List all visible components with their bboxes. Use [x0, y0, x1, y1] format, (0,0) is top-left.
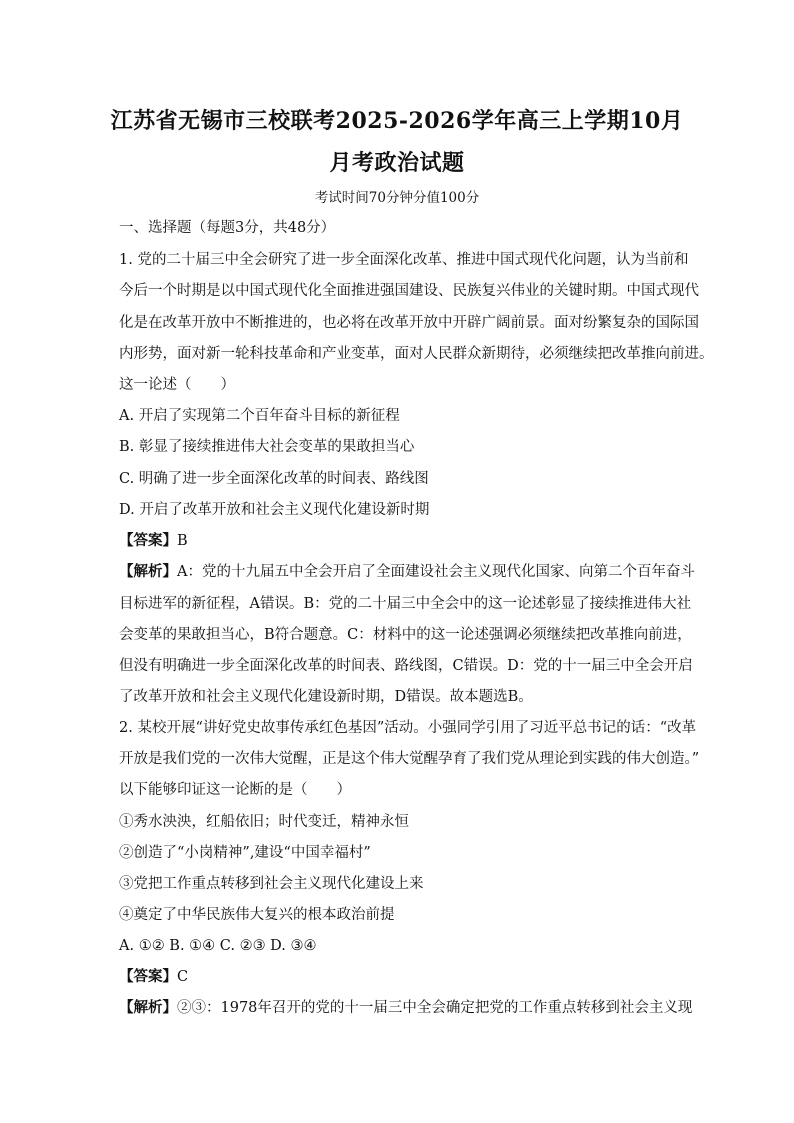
section-heading: 一、选择题（每题3分，共48分）	[119, 220, 336, 236]
q1-analysis-line	[119, 562, 695, 582]
answer-value: B	[177, 533, 188, 549]
q2-stem-line: 2. 某校开展“讲好党史故事传承红色基因”活动。小强同学引用了习近平总书记的话：“改革	[119, 720, 697, 736]
q2-item: ③党把工作重点转移到社会主义现代化建设上来	[119, 876, 424, 892]
analysis-label: 【解析】	[119, 999, 177, 1016]
answer-value: C	[177, 969, 189, 985]
q2-item: ②创造了“小岗精神”,建设“中国幸福村”	[119, 845, 371, 861]
q1-option-b: B. 彰显了接续推进伟大社会变革的果敢担当心	[119, 439, 415, 455]
q1-analysis-line: 会变革的果敢担当心，B符合题意。C：材料中的这一论述强调必须继续把改革推向前进，	[119, 627, 692, 643]
q1-analysis-line: 目标进军的新征程，A错误。B：党的二十届三中全会中的这一论述彰显了接续推进伟大社	[119, 596, 692, 612]
answer-label: 【答案】	[119, 968, 177, 985]
q1-analysis-line: 了改革开放和社会主义现代化建设新时期，D错误。故本题选B。	[119, 689, 533, 705]
q2-item: ④奠定了中华民族伟大复兴的根本政治前提	[119, 907, 395, 923]
q2-answer	[119, 967, 679, 987]
q1-option-c: C. 明确了进一步全面深化改革的时间表、路线图	[119, 471, 429, 487]
q1-option-a: A. 开启了实现第二个百年奋斗目标的新征程	[119, 408, 400, 424]
analysis-label: 【解析】	[119, 563, 177, 580]
q1-stem-line: 今后一个时期是以中国式现代化全面推进强国建设、民族复兴伟业的关键时期。中国式现代	[119, 283, 699, 299]
answer-label: 【答案】	[119, 532, 177, 549]
exam-title-line2: 月考政治试题	[329, 150, 465, 176]
q1-option-d: D. 开启了改革开放和社会主义现代化建设新时期	[119, 502, 430, 518]
q1-stem-line: 内形势，面对新一轮科技革命和产业变革，面对人民群众新期待，必须继续把改革推向前进。	[119, 346, 714, 362]
analysis-text: A：党的十九届五中全会开启了全面建设社会主义现代化国家、向第二个百年奋斗	[177, 564, 695, 580]
q1-stem-line: 化是在改革开放中不断推进的，也必将在改革开放中开辟广阔前景。面对纷繁复杂的国际国	[119, 315, 699, 331]
q2-analysis-line	[119, 998, 693, 1018]
q1-answer	[119, 531, 679, 551]
q2-stem-line: 以下能够印证这一论断的是（ ）	[119, 782, 351, 798]
q1-stem-line: 1. 党的二十届三中全会研究了进一步全面深化改革、推进中国式现代化问题，认为当前和	[119, 252, 689, 268]
exam-subtitle: 考试时间70分钟分值100分	[314, 190, 480, 206]
q2-item: ①秀水泱泱，红船依旧；时代变迁，精神永恒	[119, 814, 409, 830]
q2-stem-line: 开放是我们党的一次伟大觉醒，正是这个伟大觉醒孕育了我们党从理论到实践的伟大创造。”	[119, 751, 700, 767]
q1-analysis-line: 但没有明确进一步全面深化改革的时间表、路线图，C错误。D：党的十一届三中全会开启	[119, 658, 693, 674]
q2-options: A. ①② B. ①④ C. ②③ D. ③④	[119, 938, 317, 954]
analysis-text: ②③：1978年召开的党的十一届三中全会确定把党的工作重点转移到社会主义现	[177, 1000, 693, 1016]
exam-title-line1: 江苏省无锡市三校联考2025-2026学年高三上学期10月	[110, 108, 684, 134]
q1-stem-line: 这一论述（ ）	[119, 377, 235, 393]
